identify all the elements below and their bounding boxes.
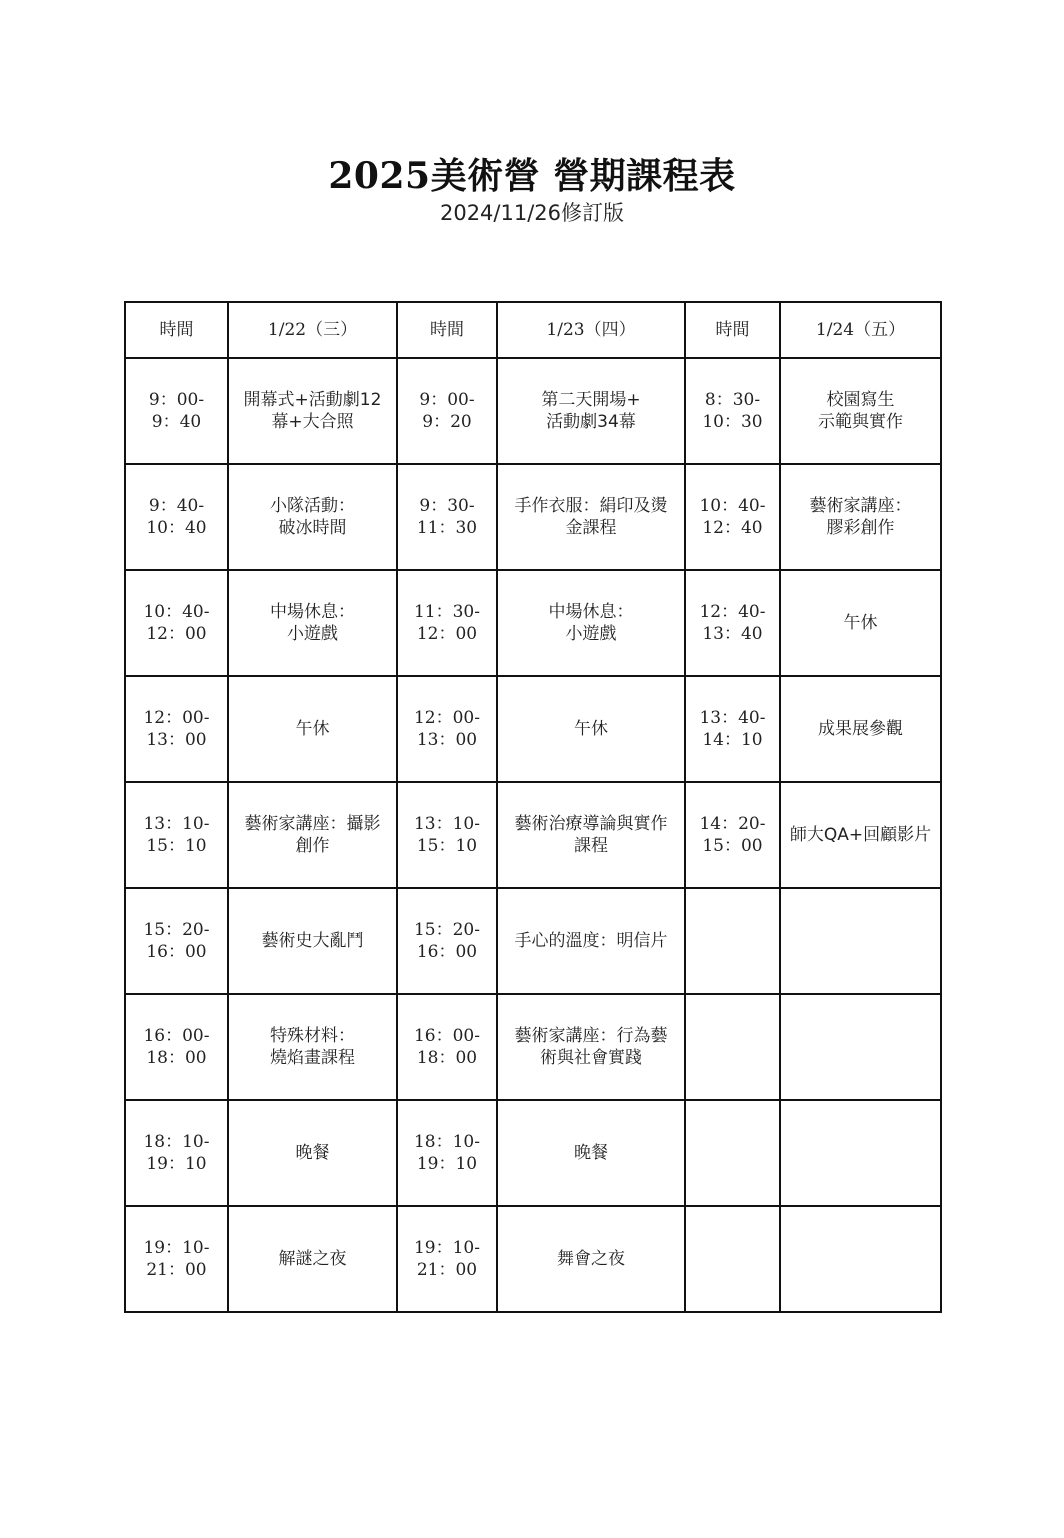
header-time-day3: 時間	[685, 302, 780, 358]
table-row	[125, 994, 941, 1100]
table-row	[125, 676, 941, 782]
time-cell-day2: 13：10- 15：10	[397, 782, 497, 888]
schedule-body	[125, 358, 941, 1312]
time-cell-day1: 13：10- 15：10	[125, 782, 228, 888]
table-row	[125, 782, 941, 888]
time-cell-day3	[685, 994, 780, 1100]
table-row	[125, 570, 941, 676]
activity-cell-day3: 校園寫生 示範與實作	[780, 358, 941, 464]
activity-cell-day3: 藝術家講座： 膠彩創作	[780, 464, 941, 570]
revision-subtitle: 2024/11/26修訂版	[439, 201, 625, 225]
time-cell-day2: 18：10- 19：10	[397, 1100, 497, 1206]
time-cell-day1: 9：40- 10：40	[125, 464, 228, 570]
activity-cell-day1: 中場休息： 小遊戲	[228, 570, 397, 676]
time-cell-day3: 8：30- 10：30	[685, 358, 780, 464]
time-cell-day3	[685, 888, 780, 994]
activity-cell-day2: 手心的溫度：明信片	[497, 888, 685, 994]
time-cell-day2: 19：10- 21：00	[397, 1206, 497, 1312]
activity-cell-day2: 中場休息： 小遊戲	[497, 570, 685, 676]
schedule-header	[125, 302, 941, 358]
header-date-day2: 1/23（四）	[497, 302, 685, 358]
activity-cell-day2: 晚餐	[497, 1100, 685, 1206]
activity-cell-day3	[780, 1100, 941, 1206]
time-cell-day1: 18：10- 19：10	[125, 1100, 228, 1206]
activity-cell-day2: 藝術家講座：行為藝 術與社會實踐	[497, 994, 685, 1100]
time-cell-day1: 12：00- 13：00	[125, 676, 228, 782]
time-cell-day3: 10：40- 12：40	[685, 464, 780, 570]
activity-cell-day2: 藝術治療導論與實作 課程	[497, 782, 685, 888]
time-cell-day3: 13：40- 14：10	[685, 676, 780, 782]
table-row	[125, 888, 941, 994]
activity-cell-day1: 小隊活動： 破冰時間	[228, 464, 397, 570]
activity-cell-day2: 舞會之夜	[497, 1206, 685, 1312]
table-row	[125, 1206, 941, 1312]
header-row	[125, 302, 941, 358]
time-cell-day3: 14：20- 15：00	[685, 782, 780, 888]
table-row	[125, 464, 941, 570]
time-cell-day3	[685, 1206, 780, 1312]
activity-cell-day1: 藝術史大亂鬥	[228, 888, 397, 994]
time-cell-day3: 12：40- 13：40	[685, 570, 780, 676]
activity-cell-day3: 師大QA+回顧影片	[780, 782, 941, 888]
table-row	[125, 358, 941, 464]
time-cell-day1: 10：40- 12：00	[125, 570, 228, 676]
activity-cell-day2: 午休	[497, 676, 685, 782]
activity-cell-day3	[780, 888, 941, 994]
time-cell-day1: 19：10- 21：00	[125, 1206, 228, 1312]
activity-cell-day3: 成果展參觀	[780, 676, 941, 782]
activity-cell-day3: 午休	[780, 570, 941, 676]
schedule-table	[124, 301, 942, 1313]
header-time-day1: 時間	[125, 302, 228, 358]
activity-cell-day2: 手作衣服：絹印及燙 金課程	[497, 464, 685, 570]
time-cell-day3	[685, 1100, 780, 1206]
activity-cell-day3	[780, 1206, 941, 1312]
time-cell-day1: 9：00- 9：40	[125, 358, 228, 464]
time-cell-day2: 12：00- 13：00	[397, 676, 497, 782]
time-cell-day1: 16：00- 18：00	[125, 994, 228, 1100]
header-date-day1: 1/22（三）	[228, 302, 397, 358]
time-cell-day2: 9：30- 11：30	[397, 464, 497, 570]
time-cell-day2: 9：00- 9：20	[397, 358, 497, 464]
activity-cell-day1: 特殊材料： 燒焰畫課程	[228, 994, 397, 1100]
header-date-day3: 1/24（五）	[780, 302, 941, 358]
header-time-day2: 時間	[397, 302, 497, 358]
activity-cell-day2: 第二天開場+ 活動劇34幕	[497, 358, 685, 464]
time-cell-day2: 11：30- 12：00	[397, 570, 497, 676]
activity-cell-day3	[780, 994, 941, 1100]
page-title: 2025美術營 營期課程表	[328, 155, 736, 197]
activity-cell-day1: 晚餐	[228, 1100, 397, 1206]
activity-cell-day1: 午休	[228, 676, 397, 782]
table-row	[125, 1100, 941, 1206]
activity-cell-day1: 解謎之夜	[228, 1206, 397, 1312]
time-cell-day2: 15：20- 16：00	[397, 888, 497, 994]
time-cell-day2: 16：00- 18：00	[397, 994, 497, 1100]
time-cell-day1: 15：20- 16：00	[125, 888, 228, 994]
activity-cell-day1: 開幕式+活動劇12 幕+大合照	[228, 358, 397, 464]
activity-cell-day1: 藝術家講座：攝影 創作	[228, 782, 397, 888]
